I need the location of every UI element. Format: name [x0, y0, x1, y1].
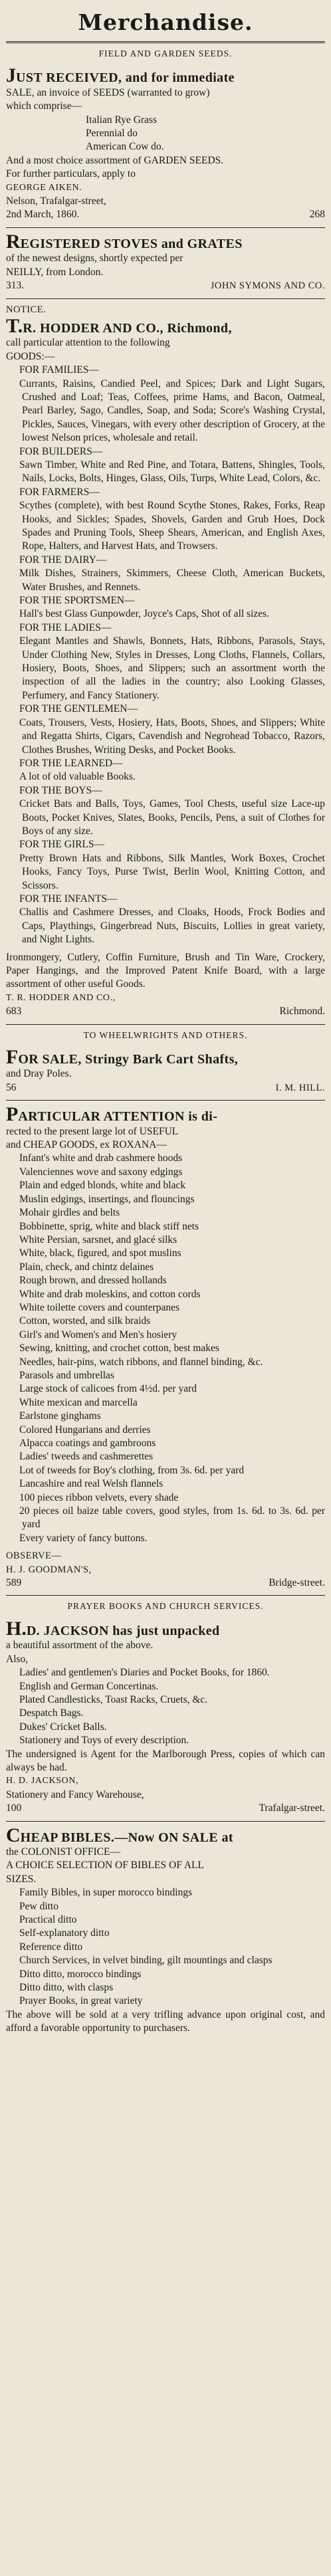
category-text: Scythes (complete), with best Round Scythe Stones, Rakes, Forks, Reap Hooks, and Sickles; Spades, Shovels, Garden and Grub Hoes, Dock Spades and Pruning Tools, Sheep Shears, American, and English Axes, Rope, Halters, and Harvest Hats, and Trowsers. — [19, 500, 325, 552]
list-item: Practical ditto — [19, 1914, 77, 1925]
category-heading: FOR THE GIRLS— — [19, 839, 105, 851]
list-item: Colored Hungarians and derries — [19, 1424, 151, 1436]
list-item: Ladies' and gentlemen's Diaries and Pocket Books, for 1860. — [19, 1667, 270, 1679]
list-item: Needles, hair-pins, watch ribbons, and flannel binding, &c. — [19, 1356, 263, 1368]
list-item: Alpacca coatings and gambroons — [19, 1438, 156, 1449]
list-item: Ladies' tweeds and cashmerettes — [19, 1451, 154, 1463]
place: Bridge-street. — [269, 1577, 325, 1589]
divider — [6, 298, 325, 299]
drop-letter: J — [6, 64, 16, 87]
ad-number: 56 — [6, 1081, 17, 1093]
list-item: Pew ditto — [19, 1900, 58, 1912]
category-heading: FOR BUILDERS— — [19, 445, 103, 457]
list-item: Large stock of calicoes from 4½d. per yard — [19, 1383, 197, 1395]
advert-wheelwrights — [6, 1029, 325, 1095]
list-item: Lot of tweeds for Boy's clothing, from 3s. 6d. per yard — [19, 1464, 245, 1476]
list-item: White toilette covers and counterpanes — [19, 1301, 180, 1313]
list-item: White, black, figured, and spot muslins — [19, 1247, 181, 1259]
category-text: Challis and Cashmere Dresses, and Cloaks, Hoods, Frock Bodies and Caps, Playthings, Gingerbread Nuts, Biscuits, Lollies in great variety, and Night Lights. — [19, 907, 325, 946]
list-item: Mohair girdles and belts — [19, 1207, 120, 1219]
advert-hodder — [6, 303, 325, 1019]
list-item: Family Bibles, in super morocco bindings — [19, 1887, 193, 1899]
advert-stoves — [6, 232, 325, 293]
text-line: the COLONIST OFFICE— — [6, 1846, 120, 1858]
advert-bibles — [6, 1826, 325, 2036]
category-text: Coats, Trousers, Vests, Hosiery, Hats, Boots, Shoes, and Slippers; White and Regatta Shirts, Cigars, Cavendish and Negrohead Tobacco, Razors, Clothes Brushes, Writing Desks, and Pocket Books. — [19, 716, 325, 756]
list-item: Bobbinette, sprig, white and black stiff nets — [19, 1220, 199, 1232]
list-item: 20 pieces oil baize table covers, good styles, from 1s. 6d. to 3s. 6d. per yard — [19, 1505, 325, 1531]
category-text: A lot of old valuable Books. — [19, 771, 136, 783]
list-item: Prayer Books, in great variety — [19, 1995, 143, 2007]
list-item: English and German Concertinas. — [19, 1680, 159, 1692]
list-item: Despatch Bags. — [19, 1707, 84, 1719]
text-line: and CHEAP GOODS, ex ROXANA— — [6, 1139, 167, 1151]
divider — [6, 41, 325, 43]
text-line: rected to the present large lot of USEFUL — [6, 1125, 179, 1137]
closing-text: Ironmongery, Cutlery, Coffin Furniture, Brush and Tin Ware, Crockery, Paper Hangings, and the Improved Patent Knife Board, with a large assortment of other useful Goods. — [6, 951, 325, 990]
list-item: Reference ditto — [19, 1941, 83, 1953]
ad-number: 313. — [6, 280, 25, 292]
text-line: call particular attention to the following — [6, 337, 170, 349]
section-header: TO WHEELWRIGHTS AND OTHERS. — [83, 1029, 248, 1040]
text-line: GOODS:— — [6, 350, 55, 362]
list-item: Lancashire and real Welsh flannels — [19, 1478, 164, 1490]
divider — [6, 1595, 325, 1596]
list-item: Church Services, in velvet binding, gilt mountings and clasps — [19, 1955, 273, 1967]
agent-text: The undersigned is Agent for the Marlborough Press, copies of which can always be had. — [6, 1748, 325, 1773]
category-text: Currants, Raisins, Candied Peel, and Spices; Dark and Light Sugars, Crushed and Loaf; Teas, Coffees, prime Hams, and Bacon, Oatmeal, Pearl Barley, Sago, Candles, Soap, and Soda; Score's Washing Crystal, Pickles, Sauces, Vinegars, with every other description of Grocery, at the lowest Nelson prices, wholesale and retail. — [19, 377, 325, 444]
headline: R. HODDER AND CO., Richmond, — [23, 320, 232, 336]
signature: I. M. HILL. — [275, 1082, 325, 1093]
business-name: Stationery and Fancy Warehouse, — [6, 1788, 144, 1800]
headline: UST RECEIVED, and for immediate — [16, 70, 235, 86]
place: Trafalgar-street. — [259, 1802, 325, 1814]
list-item: White and drab moleskins, and cotton cords — [19, 1288, 201, 1300]
section-header: FIELD AND GARDEN SEEDS. — [98, 49, 233, 58]
advert-jackson — [6, 1600, 325, 1815]
list-item: Infant's white and drab cashmere hoods — [19, 1152, 183, 1164]
list-item: Girl's and Women's and Men's hosiery — [19, 1329, 177, 1341]
category-text: Pretty Brown Hats and Ribbons, Silk Mantles, Work Boxes, Crochet Hooks, Fancy Toys, Purse Twist, Berlin Wool, Knitting Cotton, and Scissors. — [19, 852, 325, 891]
list-item: Valenciennes wove and saxony edgings — [19, 1166, 183, 1178]
signature: H. D. JACKSON, — [6, 1776, 79, 1786]
headline: EGISTERED STOVES and GRATES — [20, 236, 243, 251]
category-heading: FOR FARMERS— — [19, 486, 100, 498]
text-line: SIZES. — [6, 1873, 37, 1885]
list-item: Plated Candlesticks, Toast Racks, Cruets, &c. — [19, 1693, 208, 1705]
list-item: Italian Rye Grass — [86, 114, 157, 126]
drop-letter: F — [6, 1046, 19, 1069]
drop-letter: R — [6, 230, 21, 253]
place: Richmond. — [279, 1006, 325, 1018]
headline: HEAP BIBLES.—Now ON SALE at — [20, 1830, 233, 1845]
list-item: Dukes' Cricket Balls. — [19, 1721, 107, 1733]
goods-list — [6, 1152, 325, 1545]
list-item: Plain and edged blonds, white and black — [19, 1180, 186, 1192]
text-line: And a most choice assortment of GARDEN SEEDS. — [6, 154, 224, 166]
list-item: Plain, check, and chintz delaines — [19, 1261, 154, 1273]
category-heading: FOR THE LEARNED— — [19, 757, 123, 769]
list-item: American Cow do. — [86, 141, 164, 153]
headline: OR SALE, Stringy Bark Cart Shafts, — [18, 1052, 239, 1067]
ad-number: 589 — [6, 1577, 22, 1589]
signature: T. R. HODDER AND CO., — [6, 992, 116, 1003]
list-item: Self-explanatory ditto — [19, 1927, 110, 1939]
section-header: PRAYER BOOKS AND CHURCH SERVICES. — [67, 1601, 264, 1612]
closing-text: The above will be sold at a very trifling advance upon original cost, and afford a favorable opportunity to purchasers. — [6, 2008, 325, 2034]
list-item: Earlstone ginghams — [19, 1410, 101, 1422]
divider — [6, 227, 325, 228]
list-item: Rough brown, and dressed hollands — [19, 1275, 167, 1287]
signature: H. J. GOODMAN'S, — [6, 1564, 92, 1575]
category-heading: FOR THE SPORTSMEN— — [19, 595, 135, 607]
drop-letter: T. — [6, 314, 23, 337]
list-item: Muslin edgings, insertings, and flouncings — [19, 1193, 195, 1205]
text-line: of the newest designs, shortly expected per — [6, 253, 183, 265]
text-line: a beautiful assortment of the above. — [6, 1640, 154, 1652]
ad-number: 683 — [6, 1006, 22, 1018]
place: Nelson, Trafalgar-street, — [6, 195, 106, 207]
list-item: Every variety of fancy buttons. — [19, 1532, 148, 1544]
text-line: NEILLY, from London. — [6, 266, 104, 278]
signature: GEORGE AIKEN. — [6, 182, 82, 193]
list-item: White Persian, sarsnet, and glacé silks — [19, 1234, 177, 1245]
category-heading: FOR THE DAIRY— — [19, 554, 107, 566]
list-item: Cotton, worsted, and silk braids — [19, 1315, 151, 1327]
category-heading: FOR THE BOYS— — [19, 784, 102, 796]
text-line: SALE, an invoice of SEEDS (warranted to grow) — [6, 86, 210, 98]
list-item: Perennial do — [86, 128, 138, 140]
advert-seeds — [6, 47, 325, 222]
advert-goodman — [6, 1105, 325, 1590]
list-item: Sewing, knitting, and crochet cotton, best makes — [19, 1342, 219, 1354]
category-text: Cricket Bats and Balls, Toys, Games, Tool Chests, useful size Lace-up Boots, Pocket Knives, Slates, Books, Pencils, Pens, a suit of Clothes for Boys of any size. — [19, 798, 325, 837]
category-heading: FOR THE GENTLEMEN— — [19, 703, 138, 715]
divider — [6, 1821, 325, 1822]
list-item: Parasols and umbrellas — [19, 1369, 114, 1381]
drop-letter: C — [6, 1824, 21, 1846]
text-line: A CHOICE SELECTION OF BIBLES OF ALL — [6, 1860, 204, 1872]
headline: D. JACKSON has just unpacked — [26, 1623, 220, 1638]
list-item: Ditto ditto, morocco bindings — [19, 1968, 142, 1980]
drop-letter: H. — [6, 1617, 27, 1640]
list-item: White mexican and marcella — [19, 1396, 138, 1408]
category-heading: FOR FAMILIES— — [19, 364, 99, 376]
signature: JOHN SYMONS AND CO. — [210, 280, 325, 292]
notice-label: NOTICE. — [6, 304, 47, 315]
category-text: Elegant Mantles and Shawls, Bonnets, Hats, Ribbons, Parasols, Stays, Under Clothing New, Styles in Dresses, Long Cloths, Flannels, Collars, Hosiery, Boots, Shoes, and Slippers; such an assortment worth the inspection of all the ladies in the country; also Looking Glasses, Perfumery, and Fancy Stationery. — [19, 635, 325, 701]
drop-letter: P — [6, 1103, 19, 1126]
text-line: Also, — [6, 1653, 29, 1665]
ad-number: 268 — [309, 209, 325, 221]
observe-label: OBSERVE— — [6, 1551, 62, 1562]
text-line: which comprise— — [6, 100, 82, 112]
list-item: Ditto ditto, with clasps — [19, 1982, 114, 1994]
headline: ARTICULAR ATTENTION is di- — [18, 1109, 218, 1125]
category-text: Milk Dishes, Strainers, Skimmers, Cheese Cloth, American Buckets, Water Brushes, and Rennets. — [19, 568, 325, 593]
category-heading: FOR THE LADIES— — [19, 621, 112, 633]
list-item: Stationery and Toys of every description. — [19, 1735, 189, 1747]
category-heading: FOR THE INFANTS— — [19, 893, 118, 905]
text-line: and Dray Poles. — [6, 1068, 72, 1080]
date: 2nd March, 1860. — [6, 209, 80, 221]
list-item: 100 pieces ribbon velvets, every shade — [19, 1491, 179, 1503]
category-text: Sawn Timber, White and Red Pine, and Totara, Battens, Shingles, Tools, Nails, Locks, Bolts, Hinges, Glass, Oils, Turps, White Lead, Colors, &c. — [19, 459, 325, 484]
text-line: For further particulars, apply to — [6, 168, 136, 180]
divider — [6, 1100, 325, 1101]
category-text: Hall's best Glass Gunpowder, Joyce's Caps, Shot of all sizes. — [19, 608, 270, 620]
divider — [6, 1024, 325, 1025]
masthead: Merchandise. — [78, 9, 253, 35]
ad-number: 100 — [6, 1802, 22, 1814]
